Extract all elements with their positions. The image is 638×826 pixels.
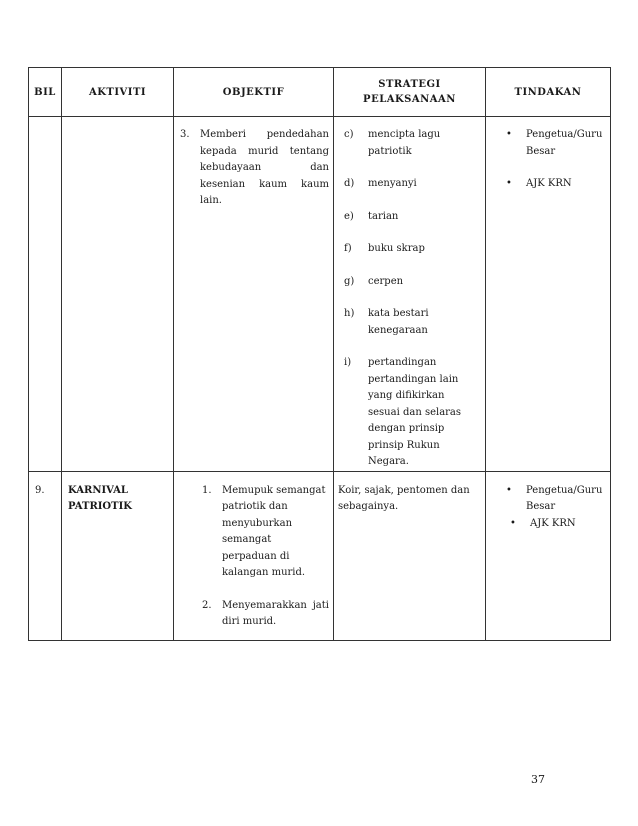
objective-item — [174, 127, 333, 210]
objective-number: 1. — [202, 484, 212, 496]
strategy-text: tarian — [368, 210, 399, 222]
strategy-text: pertandingan pertandingan lain yang difikirkan sesuai dan selaras dengan prinsip prinsip Rukun Negara. — [368, 357, 462, 467]
strategy-key: i) — [344, 357, 352, 368]
objective-item — [196, 483, 333, 582]
strategy-key: h) — [344, 308, 355, 319]
strategy-key: e) — [344, 210, 354, 222]
cell-tindakan — [486, 471, 611, 640]
objective-number: 2. — [202, 599, 212, 611]
header-strategi-line2: PELAKSANAAN — [363, 94, 456, 105]
strategy-item — [334, 274, 485, 291]
header-objektif: OBJEKTIF — [174, 68, 334, 117]
cell-strategi — [334, 471, 486, 640]
strategy-key: g) — [344, 275, 355, 287]
header-aktiviti: AKTIVITI — [62, 68, 174, 117]
strategy-key: c) — [344, 129, 354, 140]
page-number: 37 — [531, 773, 545, 786]
objective-number: 3. — [180, 129, 190, 140]
strategy-text: kata bestari kenegaraan — [368, 308, 429, 336]
strategy-text: cerpen — [368, 275, 404, 287]
header-strategi — [334, 68, 486, 117]
header-row — [29, 68, 611, 117]
strategy-key: d) — [344, 178, 355, 189]
strategy-item — [334, 355, 485, 471]
strategy-item — [334, 209, 485, 226]
action-text: AJK KRN — [530, 517, 576, 529]
action-text: Pengetua/Guru Besar — [526, 484, 603, 512]
bullet-icon: • — [510, 517, 516, 529]
strategy-item — [334, 127, 485, 160]
strategy-key: f) — [344, 243, 352, 254]
action-text: AJK KRN — [526, 178, 572, 189]
strategy-item — [334, 241, 485, 258]
strategy-item — [334, 176, 485, 193]
bullet-icon: • — [506, 129, 512, 140]
header-bil: BIL — [29, 68, 62, 117]
table-row — [29, 471, 611, 640]
objective-text: Menyemarakkan jati diri murid. — [222, 599, 329, 627]
header-strategi-line1: STRATEGI — [378, 79, 441, 90]
cell-strategi — [334, 117, 486, 472]
action-item — [486, 127, 610, 160]
row-number: 9. — [35, 484, 45, 496]
strategy-text: mencipta lagu patriotik — [368, 129, 441, 157]
objective-text: Memberi pendedahan kepada murid tentang kebudayaan dan kesenian kaum kaum lain. — [200, 129, 329, 206]
table-row — [29, 117, 611, 472]
cell-bil — [29, 471, 62, 640]
bullet-icon: • — [506, 178, 512, 189]
action-text: Pengetua/Guru Besar — [526, 129, 603, 157]
objective-text: Memupuk semangat patriotik dan menyuburkan semangat perpaduan di kalangan murid. — [222, 484, 326, 578]
strategy-text: Koir, sajak, pentomen dan sebagainya. — [338, 484, 470, 512]
cell-objektif — [174, 117, 334, 472]
activity-title-line2: PATRIOTIK — [68, 501, 132, 512]
objective-item — [196, 598, 333, 631]
action-item — [486, 483, 610, 516]
cell-tindakan — [486, 117, 611, 472]
bullet-icon: • — [506, 484, 512, 496]
cell-bil — [29, 117, 62, 472]
cell-aktiviti — [62, 117, 174, 472]
activity-title-line1: KARNIVAL — [68, 484, 128, 496]
action-item — [486, 516, 610, 533]
activity-table — [28, 67, 611, 641]
strategy-text: menyanyi — [368, 178, 417, 189]
cell-objektif — [174, 471, 334, 640]
strategy-text: buku skrap — [368, 243, 425, 254]
header-tindakan: TINDAKAN — [486, 68, 611, 117]
action-item — [486, 176, 610, 193]
strategy-item — [334, 306, 485, 339]
cell-aktiviti — [62, 471, 174, 640]
